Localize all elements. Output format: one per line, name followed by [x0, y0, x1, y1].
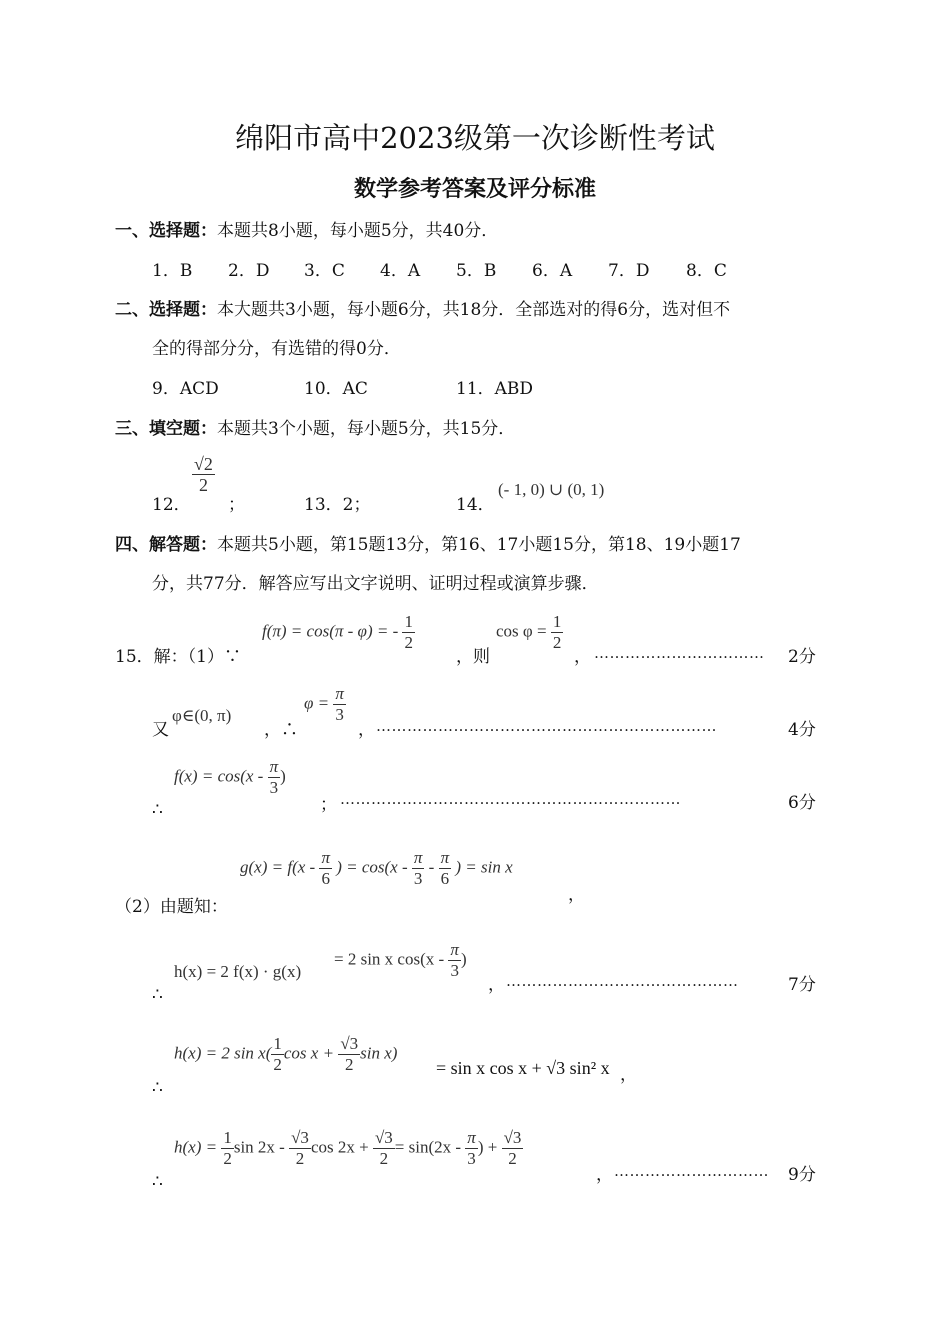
answer-12-label: 12．: [152, 495, 191, 515]
answer-12-fraction: [192, 454, 215, 495]
q15-h3-den-4: 3: [465, 1148, 478, 1169]
section-3-line: [115, 414, 515, 439]
section-4-head: 四、解答题：: [115, 535, 217, 555]
q15-line3-num: π: [269, 757, 279, 776]
answer-12-denominator: 2: [192, 474, 215, 495]
q15-score-2: 4分: [788, 720, 816, 740]
answer-13: 13．2；: [304, 495, 371, 515]
q15-line1-expr: [262, 612, 415, 653]
q15-part-2-label: （2）由题知：: [115, 897, 228, 917]
doc-title: 绵阳市高中2023级第一次诊断性考试: [235, 121, 715, 155]
q15-h3-part-d: ) +: [477, 1137, 498, 1157]
q15-line2-expr: φ∈(0, π): [172, 706, 232, 725]
q15-h3-num-2: √3: [291, 1128, 309, 1147]
section-2-desc-2: 全的得部分分，有选错的得0分．: [152, 339, 401, 359]
answer-5: 5．B: [456, 261, 497, 281]
q15-h2-num-1: 1: [273, 1034, 282, 1053]
q15-h2-num-2: √3: [340, 1034, 359, 1053]
section-1-head: 一、选择题：: [115, 221, 217, 241]
section-1-line: [115, 216, 498, 241]
q15-line2-expr2: [304, 684, 346, 725]
q15-h1-den: 3: [448, 960, 461, 981]
q15-h3-den-1: 2: [223, 1149, 232, 1168]
q15-label: 15．解：（1）∵: [115, 647, 241, 667]
q15-score-1: 2分: [788, 647, 816, 667]
section-4-line: [115, 530, 741, 555]
q15-h3-den-3: 2: [373, 1148, 395, 1169]
q15-score-5: 9分: [788, 1165, 816, 1185]
q15-line3-expr: [174, 757, 286, 798]
q15-h1-leader: ………………………………………: [506, 972, 739, 990]
q15-g-formula-1: g(x) = f(x -: [240, 857, 316, 877]
q15-g-formula-2: ) = cos(x -: [336, 857, 408, 877]
q15-score-3: 6分: [788, 793, 816, 813]
section-3-desc: 本题共3个小题，每小题5分，共15分．: [217, 419, 516, 439]
q15-h3-part-b: cos 2x +: [310, 1137, 369, 1157]
answer-3: 3．C: [304, 261, 345, 281]
section-4-desc-2: 分，共77分．解答应写出文字说明、证明过程或演算步骤．: [152, 574, 599, 594]
q15-h3-num-5: √3: [503, 1128, 522, 1147]
q15-h3-part-c: = sin(2x -: [394, 1137, 462, 1157]
q15-line2-den: 3: [333, 704, 346, 725]
q15-line1-leader: ……………………………: [594, 644, 765, 662]
answer-10: 10．AC: [304, 379, 368, 399]
q15-line1-formula: f(π) = cos(π - φ) = -: [262, 621, 399, 641]
q15-h2-mid: cos x +: [283, 1043, 335, 1063]
answer-2: 2．D: [228, 261, 270, 281]
q15-line1-den: 2: [404, 633, 413, 652]
q15-g-end: ，: [568, 885, 585, 905]
q15-h2-den-2: 2: [338, 1054, 360, 1075]
answer-12-separator: ；: [228, 495, 245, 515]
q15-line3-end: ；: [320, 795, 337, 815]
q15-g-minus: -: [428, 857, 435, 877]
q15-line2-leader: …………………………………………………………: [376, 717, 717, 735]
q15-therefore-4: ∴: [152, 1172, 163, 1192]
answer-14-value: (- 1, 0) ∪ (0, 1): [498, 480, 605, 499]
q15-line3-close: ): [280, 766, 286, 786]
doc-subtitle: 数学参考答案及评分标准: [353, 176, 596, 202]
q15-h3-num-4: π: [467, 1128, 476, 1147]
q15-line3-formula: f(x) = cos(x -: [174, 766, 264, 786]
q15-therefore-1: ∴: [152, 800, 163, 820]
q15-g-formula-3: ) = sin x: [455, 857, 513, 877]
q15-h1-close: ): [460, 949, 467, 969]
q15-line1-den2: 2: [552, 633, 562, 652]
q15-line1-then: ，则: [456, 647, 490, 667]
q15-h2-end: ，: [620, 1065, 637, 1085]
section-2-head: 二、选择题：: [115, 300, 217, 320]
q15-h3-num-3: √3: [374, 1128, 393, 1147]
section-2-line: [115, 295, 730, 320]
q15-g-den-3: 6: [439, 868, 452, 889]
answer-1: 1．B: [152, 261, 193, 281]
q15-g-expr: [240, 848, 513, 889]
q15-h3-end: ，: [596, 1165, 613, 1185]
q15-h3-leader: …………………………: [614, 1162, 769, 1180]
q15-score-4: 7分: [788, 975, 816, 995]
q15-h1-expr: h(x) = 2 f(x) · g(x): [174, 962, 302, 981]
answer-14-label: 14．: [456, 495, 495, 515]
q15-g-den-2: 3: [412, 868, 425, 889]
q15-line2-end: ，: [358, 720, 375, 740]
q15-g-num-2: π: [413, 848, 423, 867]
q15-line2-prefix: 又: [152, 720, 169, 740]
q15-h2-den-1: 2: [273, 1055, 282, 1074]
q15-h2-expr: [174, 1034, 397, 1075]
answer-7: 7．D: [608, 261, 650, 281]
q15-h3-formula: h(x) =: [174, 1137, 218, 1157]
q15-therefore-3: ∴: [152, 1078, 163, 1098]
q15-h3-den-5: 2: [502, 1148, 524, 1169]
q15-g-num-1: π: [321, 848, 330, 867]
q15-line1-end: ，: [574, 647, 591, 667]
q15-line2-mid: ，∴: [264, 720, 298, 740]
q15-h3-num-1: 1: [223, 1128, 232, 1147]
q15-h1-num: π: [450, 940, 459, 959]
q15-line1-expr2: [496, 612, 563, 653]
answer-4: 4．A: [380, 261, 421, 281]
q15-h3-part-a: sin 2x -: [233, 1137, 285, 1157]
q15-h1-expr2: [334, 940, 467, 981]
answer-11: 11．ABD: [456, 379, 534, 399]
section-3-head: 三、填空题：: [115, 419, 217, 439]
answer-8: 8．C: [686, 261, 727, 281]
q15-line2-formula: φ =: [304, 693, 330, 713]
answer-6: 6．A: [532, 261, 573, 281]
q15-line1-formula2: cos φ =: [496, 621, 547, 641]
q15-h3-expr: [174, 1128, 523, 1169]
answer-12-numerator: √2: [194, 454, 213, 474]
q15-line1-num: 1: [404, 612, 413, 631]
q15-h1-end: ，: [488, 975, 505, 995]
section-4-desc-1: 本题共5小题，第15题13分，第16、17小题15分，第18、19小题17: [217, 535, 741, 555]
answer-9: 9．ACD: [152, 379, 219, 399]
q15-h1-formula: = 2 sin x cos(x -: [334, 949, 445, 969]
q15-g-num-3: π: [440, 848, 450, 867]
q15-h2-close: sin x): [360, 1043, 398, 1063]
q15-line3-leader: …………………………………………………………: [340, 790, 681, 808]
q15-h3-den-2: 2: [289, 1148, 311, 1169]
q15-h2-expr2: = sin x cos x + √3 sin² x: [436, 1058, 610, 1078]
q15-g-den-1: 6: [319, 868, 332, 889]
q15-line3-den: 3: [268, 777, 281, 798]
q15-line1-num2: 1: [552, 612, 562, 631]
section-1-desc: 本题共8小题，每小题5分，共40分．: [217, 221, 499, 241]
section-2-desc-1: 本大题共3小题，每小题6分，共18分．全部选对的得6分，选对但不: [217, 300, 731, 320]
q15-h2-formula: h(x) = 2 sin x(: [174, 1043, 272, 1063]
q15-line2-num: π: [335, 684, 344, 703]
q15-therefore-2: ∴: [152, 985, 163, 1005]
